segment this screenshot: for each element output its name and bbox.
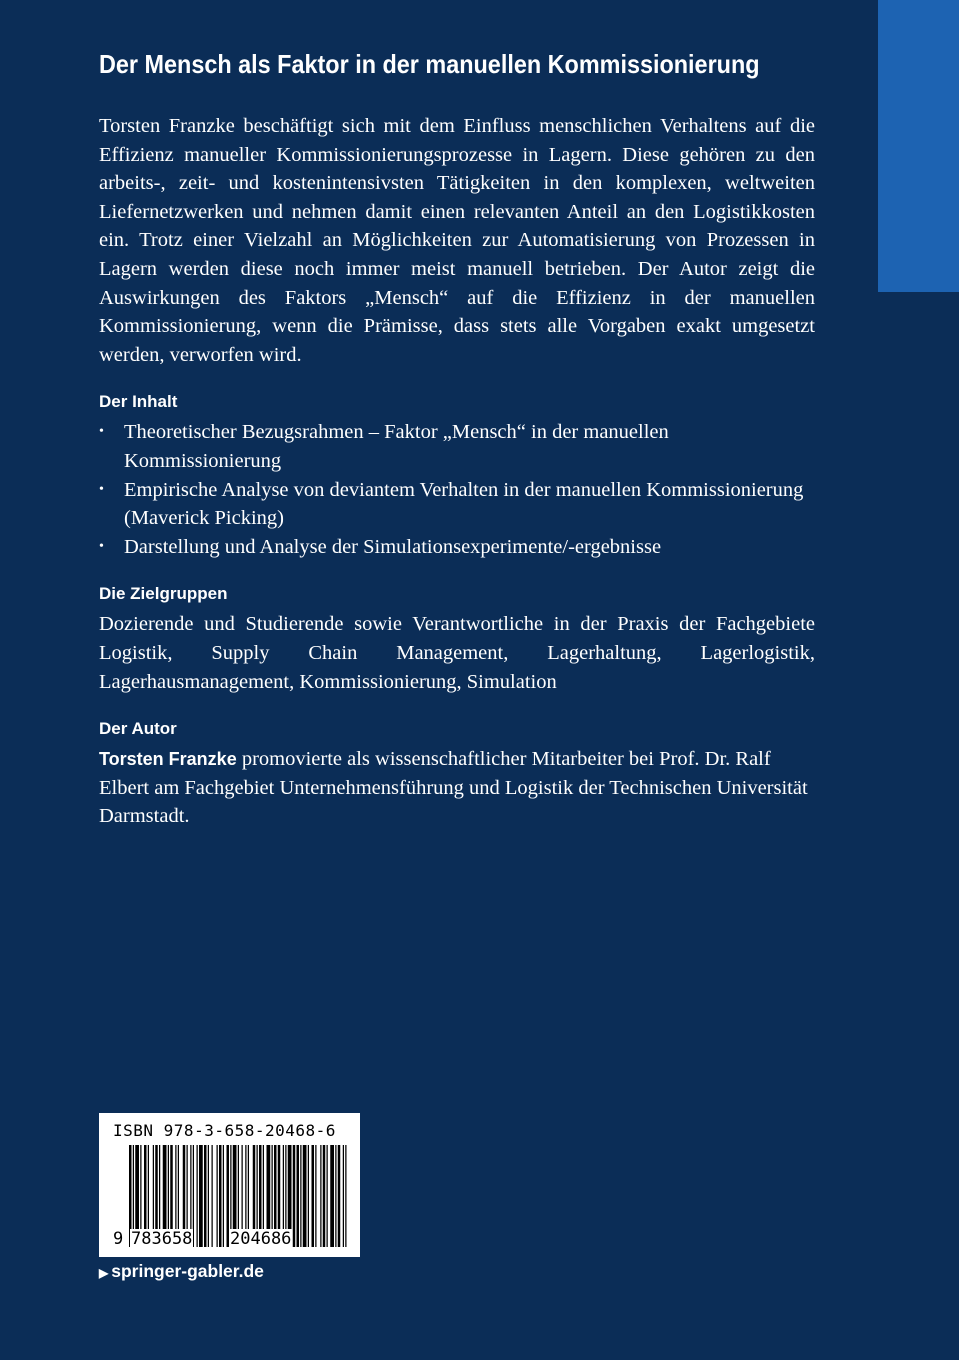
barcode-bar xyxy=(204,1145,207,1247)
bullet-icon: • xyxy=(99,424,104,440)
barcode-digits-left: 783658 xyxy=(131,1229,193,1249)
isbn-label: ISBN 978-3-658-20468-6 xyxy=(113,1121,336,1140)
zielgruppen-heading: Die Zielgruppen xyxy=(99,584,228,604)
barcode-digit-first: 9 xyxy=(113,1229,124,1249)
barcode-bar xyxy=(293,1145,296,1247)
list-item xyxy=(99,533,815,562)
book-title: Der Mensch als Faktor in der manuellen Kommissionierung xyxy=(99,49,760,79)
publisher-url: springer-gabler.de xyxy=(111,1261,264,1281)
publisher-link[interactable] xyxy=(99,1261,264,1282)
barcode-bar xyxy=(217,1145,218,1247)
autor-paragraph xyxy=(99,745,815,831)
barcode-bar xyxy=(303,1145,307,1247)
intro-paragraph: Torsten Franzke beschäftigt sich mit dem Einfluss menschlichen Verhaltens auf die Effizienz manueller Kommissionierungsprozesse in Lagern. Diese gehören zu den arbeits-, zeit- und kostenintensivsten Tätigkeiten in den komplexen, weltweiten Liefernetzwerken und nehmen damit einen relevanten Anteil an den Logistikkosten ein. Trotz einer Vielzahl an Möglichkeiten zur Automatisierung von Prozessen in Lagern werden diese noch immer meist manuell betrieben. Der Autor zeigt die Auswirkungen des Faktors „Mensch“ auf die Effizienz in der manuellen Kommissionierung, wenn die Prämisse, dass stets alle Vorgaben exakt umgesetzt werden, verworfen wird. xyxy=(99,115,815,366)
barcode-bar xyxy=(330,1145,334,1247)
inhalt-list xyxy=(99,418,815,561)
list-item xyxy=(99,418,815,475)
back-cover-content xyxy=(99,44,815,831)
barcode-bar xyxy=(338,1145,341,1247)
barcode-bar xyxy=(197,1145,198,1247)
autor-text: promovierte als wissenschaftlicher Mitarbeiter bei Prof. Dr. Ralf Elbert am Fachgebiet Unternehmensführung und Logistik der Technischen Universität Darmstadt. xyxy=(99,748,808,828)
list-item-text: Darstellung und Analyse der Simulationsexperimente/-ergebnisse xyxy=(124,535,662,558)
barcode-bar xyxy=(335,1145,336,1247)
barcode-bar xyxy=(219,1145,222,1247)
barcode-bar xyxy=(320,1145,321,1247)
barcode-bar xyxy=(327,1145,328,1247)
barcode-bar xyxy=(315,1145,316,1247)
autor-heading: Der Autor xyxy=(99,719,177,739)
list-item-text: Theoretischer Bezugsrahmen – Faktor „Mensch“ in der manuellen Kommissionierung xyxy=(124,421,669,472)
triangle-right-icon: ▶ xyxy=(99,1266,109,1280)
barcode-bar xyxy=(297,1145,300,1247)
barcode-bar xyxy=(223,1145,224,1247)
barcode-bar xyxy=(300,1145,301,1247)
barcode-bar xyxy=(199,1145,203,1247)
barcode-bar xyxy=(345,1145,346,1247)
bullet-icon: • xyxy=(99,538,104,554)
barcode-bar xyxy=(212,1145,213,1247)
barcode-bar xyxy=(323,1145,326,1247)
barcode-bar xyxy=(312,1145,315,1247)
inhalt-heading: Der Inhalt xyxy=(99,392,178,412)
accent-tab xyxy=(878,0,959,292)
barcode-bar xyxy=(343,1145,344,1247)
barcode-digits-right: 204686 xyxy=(230,1229,292,1249)
zielgruppen-text: Dozierende und Studierende sowie Verantwortliche in der Praxis der Fachgebiete Logistik, Supply Chain Management, Lagerhaltung, Lagerlogistik, Lagerhausmanagement, Kommissionierung, Simulation xyxy=(99,613,815,693)
list-item xyxy=(99,476,815,533)
barcode-bar xyxy=(308,1145,309,1247)
isbn-barcode xyxy=(99,1113,360,1257)
barcode-bar xyxy=(208,1145,209,1247)
bullet-icon: • xyxy=(99,481,104,497)
list-item-text: Empirische Analyse von deviantem Verhalten in der manuellen Kommissionierung (Maverick Picking) xyxy=(124,478,804,530)
author-name: Torsten Franzke xyxy=(99,749,237,770)
